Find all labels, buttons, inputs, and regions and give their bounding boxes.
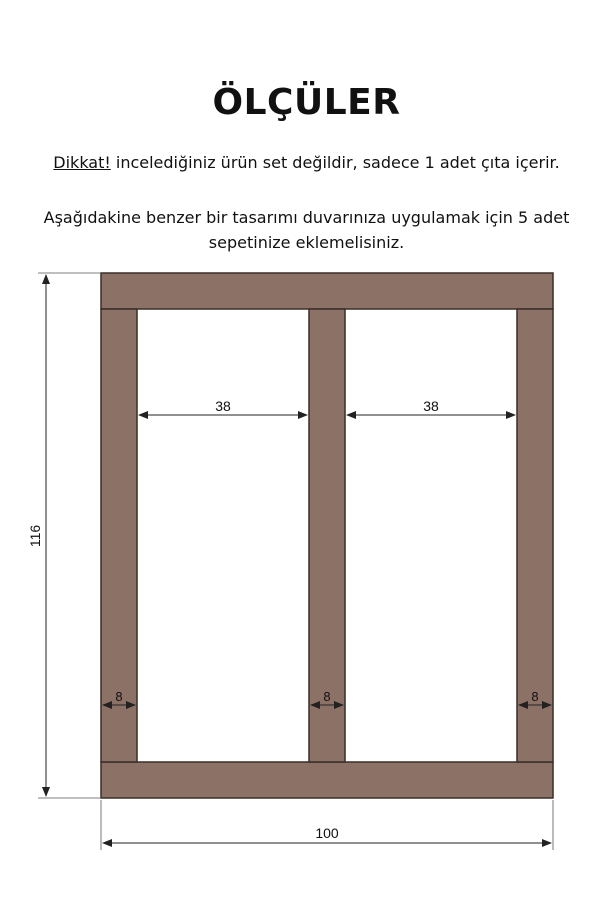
- dim-label-post-right: 8: [531, 689, 539, 704]
- notice-message: incelediğiniz ürün set değildir, sadece 1 adet çıta içerir.: [110, 153, 560, 172]
- notice-warning: Dikkat!: [53, 153, 111, 172]
- frame-top-rail: [101, 273, 553, 309]
- dim-label-height: 116: [27, 524, 43, 548]
- frame-bottom-rail: [101, 762, 553, 798]
- dim-label-post-middle: 8: [323, 689, 331, 704]
- dim-label-panel-right: 38: [423, 398, 439, 414]
- instruction-line-1: Aşağıdakine benzer bir tasarımı duvarınıza uygulamak için 5 adet: [43, 208, 570, 227]
- instruction-line-2: sepetinize eklemelisiniz.: [208, 233, 405, 252]
- dim-label-panel-left: 38: [215, 398, 231, 414]
- dim-label-width: 100: [315, 825, 339, 841]
- page-title: ÖLÇÜLER: [212, 82, 401, 123]
- wood-frame: [101, 273, 553, 798]
- dim-label-post-left: 8: [115, 689, 123, 704]
